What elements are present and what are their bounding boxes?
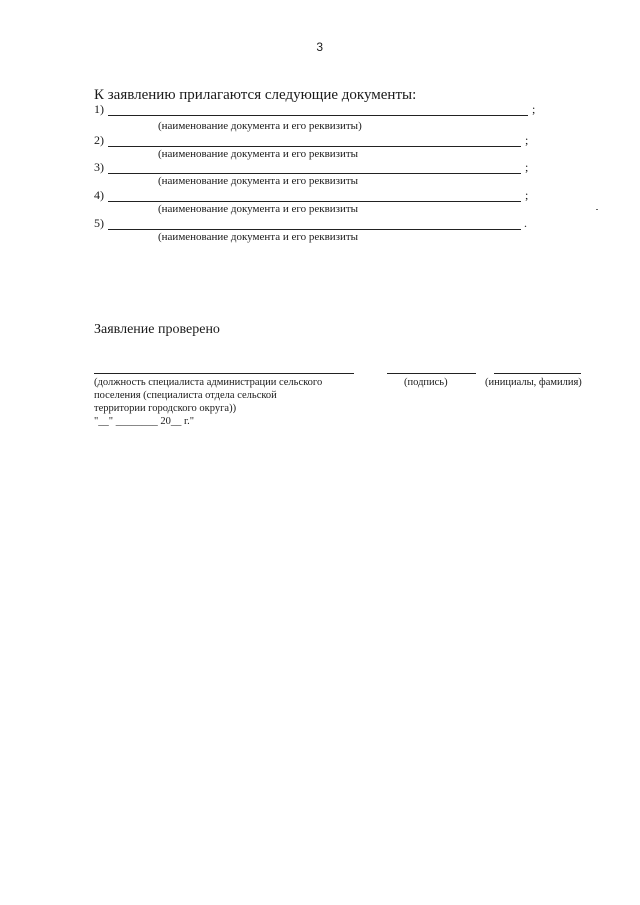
signature-label: (подпись) [404, 377, 448, 388]
attachment-number: 1) [94, 102, 104, 116]
attachment-end: ; [525, 188, 529, 202]
attachment-blank [108, 115, 528, 116]
attachment-number: 2) [94, 133, 104, 147]
attachment-blank [108, 229, 521, 230]
attachment-hint-5: (наименование документа и его реквизиты [158, 231, 359, 243]
signature-line [387, 373, 476, 374]
attachment-number: 3) [94, 160, 104, 174]
attachment-blank [108, 146, 521, 147]
attachment-hint-1: (наименование документа и его реквизиты) [158, 120, 362, 132]
attachment-end: ; [525, 160, 529, 174]
attachment-number: 4) [94, 188, 104, 202]
position-line [94, 373, 354, 374]
attachment-hint-2: (наименование документа и его реквизиты [158, 148, 359, 160]
position-label-2: поселения (специалиста отдела сельской [94, 390, 277, 401]
name-label: (инициалы, фамилия) [485, 377, 582, 388]
margin-mark [596, 209, 598, 210]
attachments-heading: К заявлению прилагаются следующие документы: [94, 87, 417, 103]
position-label-1: (должность специалиста администрации сельского [94, 377, 323, 388]
name-line [494, 373, 581, 374]
date-line: "__" ________ 20__ г." [94, 416, 194, 427]
attachment-blank [108, 201, 521, 202]
page-number: 3 [316, 40, 324, 54]
attachment-hint-3: (наименование документа и его реквизиты [158, 175, 359, 187]
attachment-end: ; [532, 102, 536, 116]
attachment-blank [108, 173, 521, 174]
attachment-end: ; [525, 133, 529, 147]
attachment-number: 5) [94, 216, 104, 230]
attachment-end: . [524, 216, 527, 230]
attachment-hint-4: (наименование документа и его реквизиты [158, 203, 359, 215]
position-label-3: территории городского округа)) [94, 403, 237, 414]
verification-title: Заявление проверено [94, 322, 220, 337]
